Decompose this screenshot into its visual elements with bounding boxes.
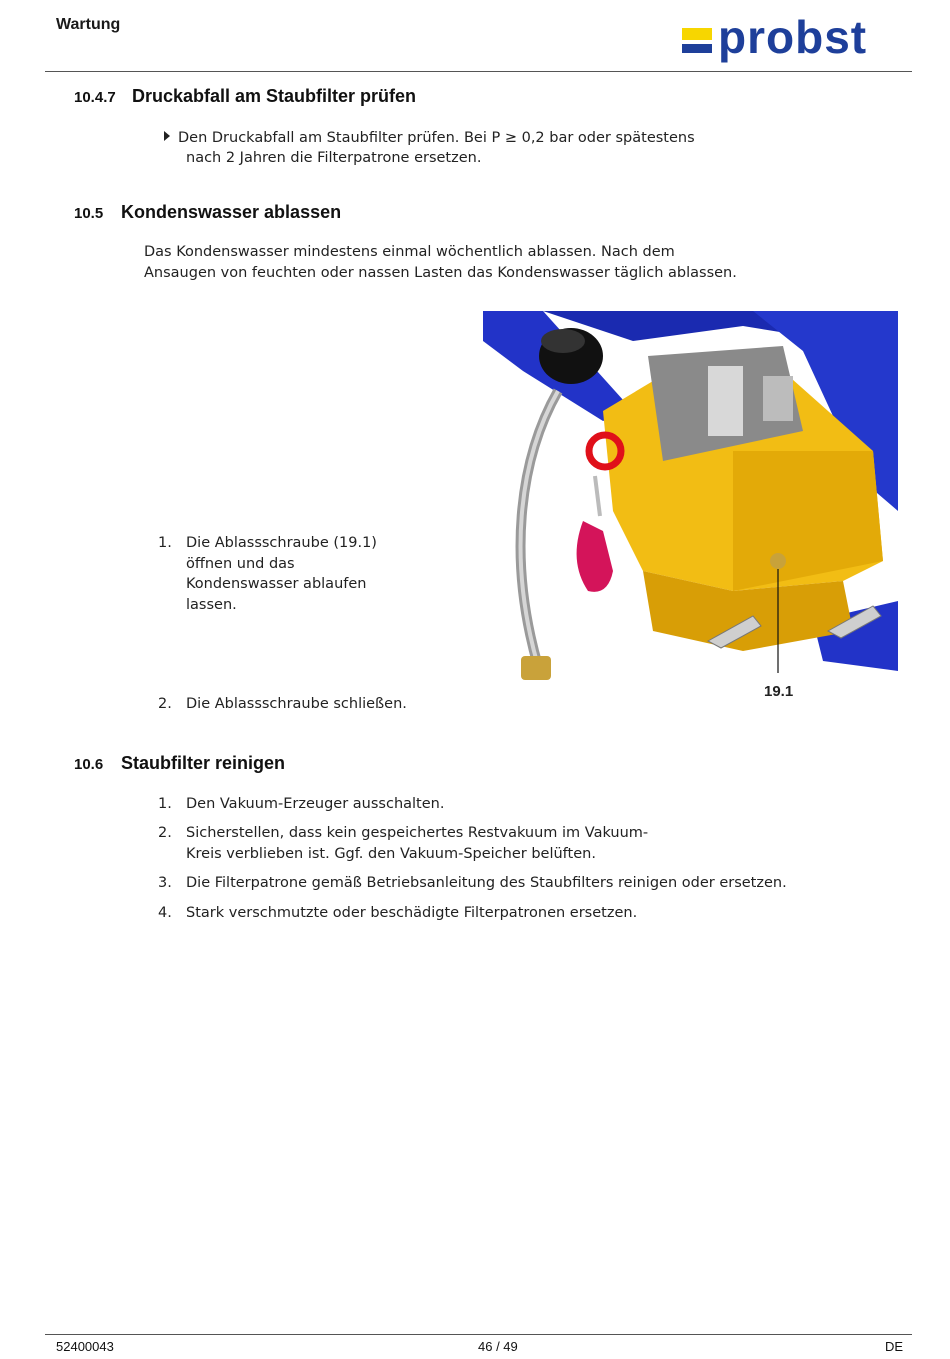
section-title: Kondenswasser ablassen xyxy=(121,202,342,222)
paragraph-line: Das Kondenswasser mindestens einmal wöchentlich ablassen. Nach dem xyxy=(144,244,675,260)
section-heading-10-5 xyxy=(74,202,341,223)
logo-yellow-bar xyxy=(682,28,712,40)
list-item: 2. Die Ablassschraube schließen. xyxy=(158,696,407,712)
logo-blue-bar xyxy=(682,44,712,53)
header-section-title: Wartung xyxy=(56,16,121,33)
section-title: Staubfilter reinigen xyxy=(121,753,286,773)
drain-screw xyxy=(770,553,786,569)
footer-doc-number: 52400043 xyxy=(56,1339,114,1354)
bullet-item-cont: nach 2 Jahren die Filterpatrone ersetzen. xyxy=(186,150,482,166)
list-item: 2. Sicherstellen, dass kein gespeichertes Restvakuum im Vakuum- Kreis verblieben ist. Ggf. den Vakuum-Speicher belüften. xyxy=(158,825,649,862)
footer-page-number: 46 / 49 xyxy=(478,1339,518,1354)
list-item: 4. Stark verschmutzte oder beschädigte Filterpatronen ersetzen. xyxy=(158,905,638,921)
hose-coupling xyxy=(521,656,551,680)
section-title: Druckabfall am Staubfilter prüfen xyxy=(132,86,417,106)
inner-bracket xyxy=(708,366,743,436)
header-rule xyxy=(45,71,912,72)
list-item: 1. Die Ablassschraube (19.1) öffnen und das Kondenswasser ablaufen lassen. xyxy=(158,535,377,613)
bullet-triangle-icon xyxy=(164,131,170,141)
bullet-item: Den Druckabfall am Staubfilter prüfen. Bei P ≥ 0,2 bar oder spätestens xyxy=(164,128,695,149)
footer-language: DE xyxy=(885,1339,904,1354)
section-heading-10-6 xyxy=(74,753,285,774)
list-item: 3. Die Filterpatrone gemäß Betriebsanleitung des Staubfilters reinigen oder ersetzen. xyxy=(158,875,787,891)
section-heading-10-4-7 xyxy=(74,86,416,107)
section-number: 10.5 xyxy=(74,205,104,222)
footer-rule xyxy=(45,1334,912,1335)
section-number: 10.6 xyxy=(74,756,104,773)
probst-logo xyxy=(680,11,910,68)
paragraph-line: Ansaugen von feuchten oder nassen Lasten das Kondenswasser täglich ablassen. xyxy=(144,265,737,281)
logo-wordmark: probst xyxy=(718,11,868,63)
section-number: 10.4.7 xyxy=(74,89,116,106)
list-item: 1. Den Vakuum-Erzeuger ausschalten. xyxy=(158,796,445,812)
figure-callout-label: 19.1 xyxy=(764,683,794,700)
condensate-drain-figure xyxy=(483,311,898,703)
